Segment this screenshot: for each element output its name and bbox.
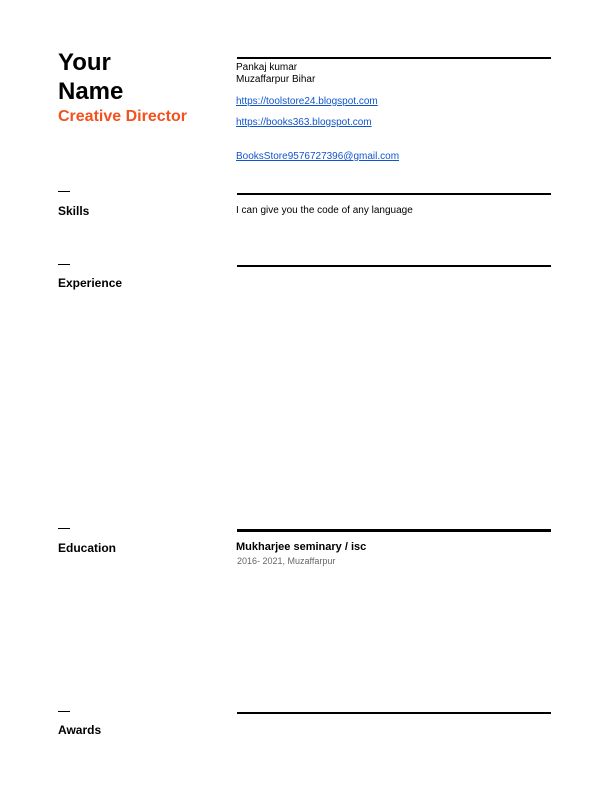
divider [237, 265, 551, 267]
section-dash [58, 528, 70, 529]
divider [237, 57, 551, 59]
school-details: 2016- 2021, Muzaffarpur [237, 556, 336, 566]
education-heading: Education [58, 541, 117, 555]
school-name: Mukharjee seminary / isc [236, 541, 367, 553]
name-line-1: Your [58, 49, 111, 76]
section-dash [58, 711, 70, 712]
job-title: Creative Director [58, 108, 187, 125]
contact-location: Muzaffarpur Bihar [236, 74, 316, 85]
section-dash [58, 191, 70, 192]
email-link[interactable]: BooksStore9576727396@gmail.com [236, 151, 400, 162]
divider [237, 712, 551, 714]
name-heading [58, 48, 123, 106]
experience-heading: Experience [58, 276, 123, 290]
link-toolstore[interactable]: https://toolstore24.blogspot.com [236, 96, 378, 107]
divider [237, 193, 551, 195]
contact-name: Pankaj kumar [236, 62, 298, 73]
contact-block [236, 62, 315, 86]
section-dash [58, 264, 70, 265]
skills-text: I can give you the code of any language [236, 205, 413, 216]
name-line-2: Name [58, 78, 124, 105]
skills-heading: Skills [58, 204, 90, 218]
divider [237, 529, 551, 532]
link-books[interactable]: https://books363.blogspot.com [236, 117, 372, 128]
awards-heading: Awards [58, 723, 102, 737]
